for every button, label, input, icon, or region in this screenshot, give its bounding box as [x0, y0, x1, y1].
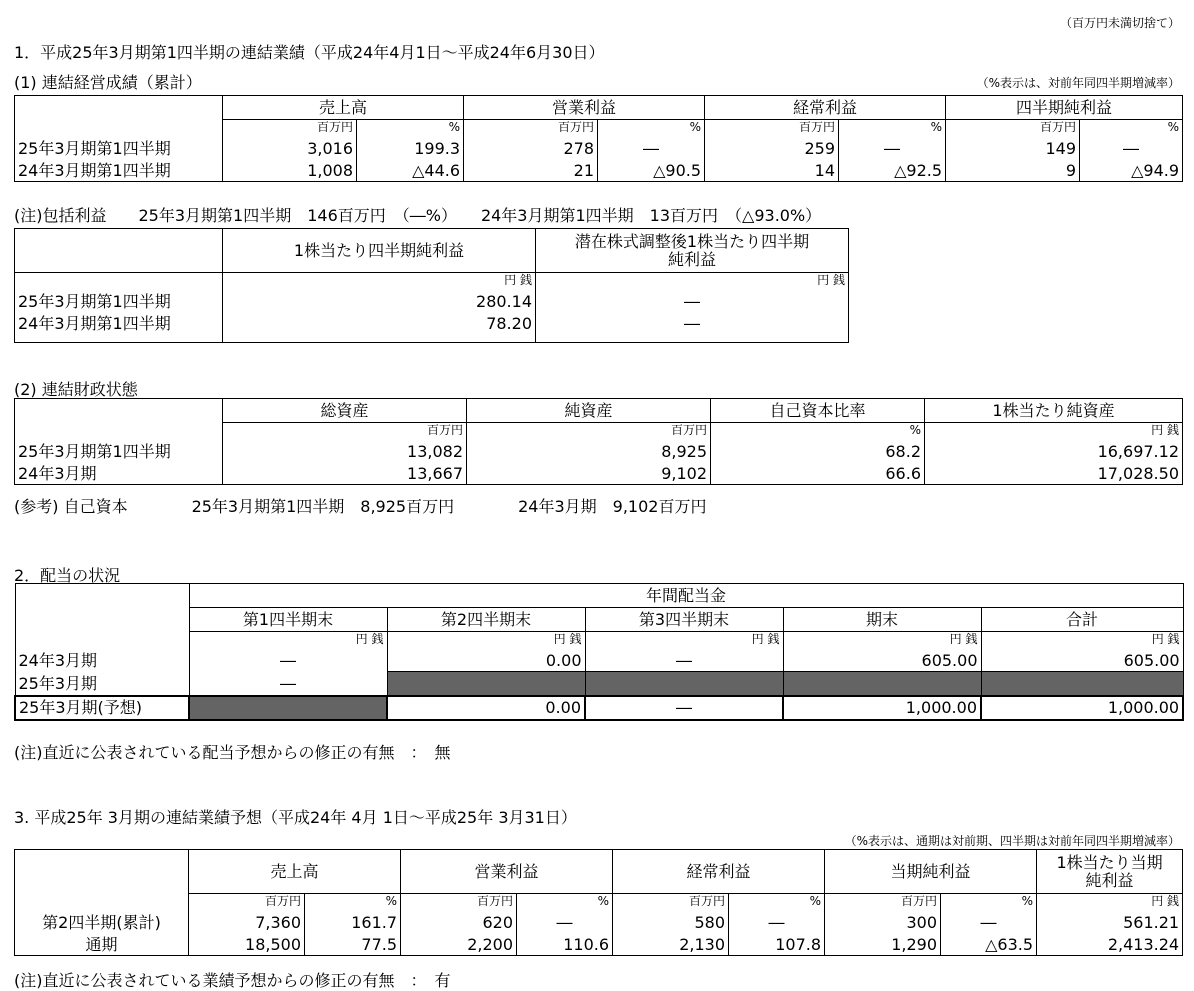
- value-cell: 18,500: [189, 934, 305, 956]
- row-label: 24年3月期: [15, 463, 223, 485]
- value-cell: 78.20: [223, 313, 536, 335]
- value-cell: △92.5: [839, 160, 946, 182]
- unit-cell: %: [941, 894, 1037, 912]
- forecast-table: [14, 849, 1183, 956]
- row-label: 25年3月期第1四半期: [15, 138, 223, 160]
- value-cell: ―: [598, 138, 705, 160]
- row-label: 24年3月期第1四半期: [15, 160, 223, 182]
- value-cell: 9: [946, 160, 1080, 182]
- unit-cell: %: [598, 120, 705, 138]
- unit-cell: 百万円: [825, 894, 941, 912]
- unit-cell: 百万円: [464, 120, 598, 138]
- unit-cell: %: [711, 423, 925, 441]
- value-cell: ―: [189, 672, 387, 696]
- unit-note: （百万円未満切捨て）: [1059, 16, 1180, 30]
- value-cell: 2,200: [401, 934, 517, 956]
- comprehensive-income-note: (注)包括利益 25年3月期第1四半期 146百万円 （―%） 24年3月期第1四半期 13百万円 （△93.0%）: [14, 206, 822, 225]
- dividend-note: (注)直近に公表されている配当予想からの修正の有無 ： 無: [14, 743, 451, 762]
- unit-cell: 百万円: [223, 423, 467, 441]
- unit-cell: 円 銭: [189, 632, 387, 650]
- header-eps: 1株当たり四半期純利益: [223, 229, 536, 273]
- financial-position-table: [14, 398, 1183, 485]
- unit-cell: 円 銭: [387, 632, 585, 650]
- header-annual-dividend: 年間配当金: [189, 584, 1183, 608]
- forecast-note: (注)直近に公表されている業績予想からの修正の有無 ： 有: [14, 971, 451, 990]
- row-label: 25年3月期: [15, 672, 189, 696]
- value-cell: 259: [705, 138, 839, 160]
- unit-cell: 円 銭: [981, 632, 1183, 650]
- unit-cell: %: [839, 120, 946, 138]
- header-total-assets: 総資産: [223, 399, 467, 423]
- value-cell: 149: [946, 138, 1080, 160]
- value-cell: 199.3: [357, 138, 464, 160]
- corner-cell: [15, 584, 189, 650]
- unit-cell: 円 銭: [536, 273, 849, 291]
- section1-title: 1．平成25年3月期第1四半期の連結業績（平成24年4月1日～平成24年6月30日）: [14, 43, 605, 62]
- header-net-income: 当期純利益: [825, 850, 1037, 894]
- blank-cell: [15, 894, 189, 912]
- value-cell: 161.7: [305, 912, 401, 934]
- shaded-cell: [783, 672, 981, 696]
- row-label: 24年3月期第1四半期: [15, 313, 223, 335]
- value-cell: 605.00: [981, 650, 1183, 672]
- value-cell: 7,360: [189, 912, 305, 934]
- value-cell: ―: [536, 313, 849, 335]
- header-q1: 第1四半期末: [189, 608, 387, 632]
- header-eps-line2: 純利益: [1085, 870, 1134, 890]
- value-cell: 9,102: [467, 463, 711, 485]
- shaded-cell: [387, 672, 585, 696]
- unit-cell: %: [729, 894, 825, 912]
- value-cell: ―: [536, 291, 849, 313]
- unit-cell: 百万円: [401, 894, 517, 912]
- blank-cell: [223, 335, 536, 343]
- value-cell: 1,000.00: [981, 696, 1183, 720]
- value-cell: 68.2: [711, 441, 925, 463]
- header-operating-income: 営業利益: [401, 850, 613, 894]
- unit-cell: %: [517, 894, 613, 912]
- value-cell: 280.14: [223, 291, 536, 313]
- header-bps: 1株当たり純資産: [925, 399, 1183, 423]
- value-cell: 66.6: [711, 463, 925, 485]
- header-ordinary-income: 経常利益: [705, 96, 946, 120]
- value-cell: ―: [517, 912, 613, 934]
- row-label: 25年3月期(予想): [15, 696, 189, 720]
- operating-results-table: [14, 95, 1183, 182]
- unit-cell: 百万円: [705, 120, 839, 138]
- row-label: 24年3月期: [15, 650, 189, 672]
- value-cell: 0.00: [387, 650, 585, 672]
- section1-pct-note: （%表示は、対前年同四半期増減率）: [976, 76, 1180, 90]
- value-cell: ―: [189, 650, 387, 672]
- unit-cell: 百万円: [189, 894, 305, 912]
- value-cell: 1,000.00: [783, 696, 981, 720]
- corner-cell: [15, 229, 223, 273]
- header-diluted-eps: [536, 229, 849, 273]
- section1-sub2: (2) 連結財政状態: [14, 380, 138, 399]
- unit-cell: 円 銭: [585, 632, 783, 650]
- row-label: 通期: [15, 934, 189, 956]
- blank-cell: [15, 335, 223, 343]
- value-cell: 1,290: [825, 934, 941, 956]
- unit-cell: 百万円: [223, 120, 357, 138]
- dividend-table: [14, 583, 1184, 721]
- header-equity-ratio: 自己資本比率: [711, 399, 925, 423]
- value-cell: ―: [1080, 138, 1183, 160]
- value-cell: 0.00: [387, 696, 585, 720]
- header-eps: [1037, 850, 1183, 894]
- value-cell: 620: [401, 912, 517, 934]
- value-cell: △63.5: [941, 934, 1037, 956]
- value-cell: 110.6: [517, 934, 613, 956]
- value-cell: ―: [585, 650, 783, 672]
- value-cell: △44.6: [357, 160, 464, 182]
- value-cell: 2,130: [613, 934, 729, 956]
- value-cell: 107.8: [729, 934, 825, 956]
- unit-cell: 円 銭: [223, 273, 536, 291]
- unit-cell: 百万円: [613, 894, 729, 912]
- row-label: 25年3月期第1四半期: [15, 291, 223, 313]
- value-cell: 1,008: [223, 160, 357, 182]
- header-net-assets: 純資産: [467, 399, 711, 423]
- value-cell: 278: [464, 138, 598, 160]
- unit-cell: %: [357, 120, 464, 138]
- header-operating-income: 営業利益: [464, 96, 705, 120]
- value-cell: 77.5: [305, 934, 401, 956]
- shaded-cell: [585, 672, 783, 696]
- value-cell: 3,016: [223, 138, 357, 160]
- shaded-cell: [981, 672, 1183, 696]
- value-cell: 8,925: [467, 441, 711, 463]
- blank-cell: [536, 335, 849, 343]
- header-year-end: 期末: [783, 608, 981, 632]
- value-cell: ―: [729, 912, 825, 934]
- value-cell: 13,082: [223, 441, 467, 463]
- value-cell: ―: [941, 912, 1037, 934]
- unit-cell: 百万円: [946, 120, 1080, 138]
- corner-cell: [15, 96, 223, 138]
- value-cell: 14: [705, 160, 839, 182]
- shaded-cell: [189, 696, 387, 720]
- section3-pct-note: （%表示は、通期は対前期、四半期は対前年同四半期増減率）: [844, 834, 1180, 848]
- value-cell: 605.00: [783, 650, 981, 672]
- value-cell: 300: [825, 912, 941, 934]
- value-cell: 561.21: [1037, 912, 1183, 934]
- unit-cell: 円 銭: [783, 632, 981, 650]
- unit-cell: %: [1080, 120, 1183, 138]
- header-q2: 第2四半期末: [387, 608, 585, 632]
- section3-title: 3. 平成25年 3月期の連結業績予想（平成24年 4月 1日～平成25年 3月31日）: [14, 808, 577, 827]
- header-ordinary-income: 経常利益: [613, 850, 825, 894]
- value-cell: ―: [585, 696, 783, 720]
- section1-sub1: (1) 連結経営成績（累計）: [14, 73, 202, 92]
- value-cell: 580: [613, 912, 729, 934]
- header-sales: 売上高: [223, 96, 464, 120]
- blank-cell: [15, 273, 223, 291]
- equity-reference: (参考) 自己資本 25年3月期第1四半期 8,925百万円 24年3月期 9,102百万円: [14, 497, 707, 516]
- header-diluted-eps-line2: 純利益: [667, 249, 716, 269]
- header-eps-line1: 1株当たり当期: [1056, 852, 1163, 872]
- value-cell: 17,028.50: [925, 463, 1183, 485]
- value-cell: 13,667: [223, 463, 467, 485]
- value-cell: 21: [464, 160, 598, 182]
- value-cell: 16,697.12: [925, 441, 1183, 463]
- value-cell: 2,413.24: [1037, 934, 1183, 956]
- header-sales: 売上高: [189, 850, 401, 894]
- eps-table: [14, 228, 849, 343]
- value-cell: ―: [839, 138, 946, 160]
- unit-cell: 百万円: [467, 423, 711, 441]
- section2-title: 2．配当の状況: [14, 566, 121, 585]
- value-cell: △94.9: [1080, 160, 1183, 182]
- unit-cell: %: [305, 894, 401, 912]
- header-total: 合計: [981, 608, 1183, 632]
- corner-cell: [15, 399, 223, 441]
- corner-cell: [15, 850, 189, 894]
- row-label: 第2四半期(累計): [15, 912, 189, 934]
- header-diluted-eps-line1: 潜在株式調整後1株当たり四半期: [574, 231, 810, 251]
- header-net-income: 四半期純利益: [946, 96, 1183, 120]
- header-q3: 第3四半期末: [585, 608, 783, 632]
- unit-cell: 円 銭: [1037, 894, 1183, 912]
- value-cell: △90.5: [598, 160, 705, 182]
- row-label: 25年3月期第1四半期: [15, 441, 223, 463]
- unit-cell: 円 銭: [925, 423, 1183, 441]
